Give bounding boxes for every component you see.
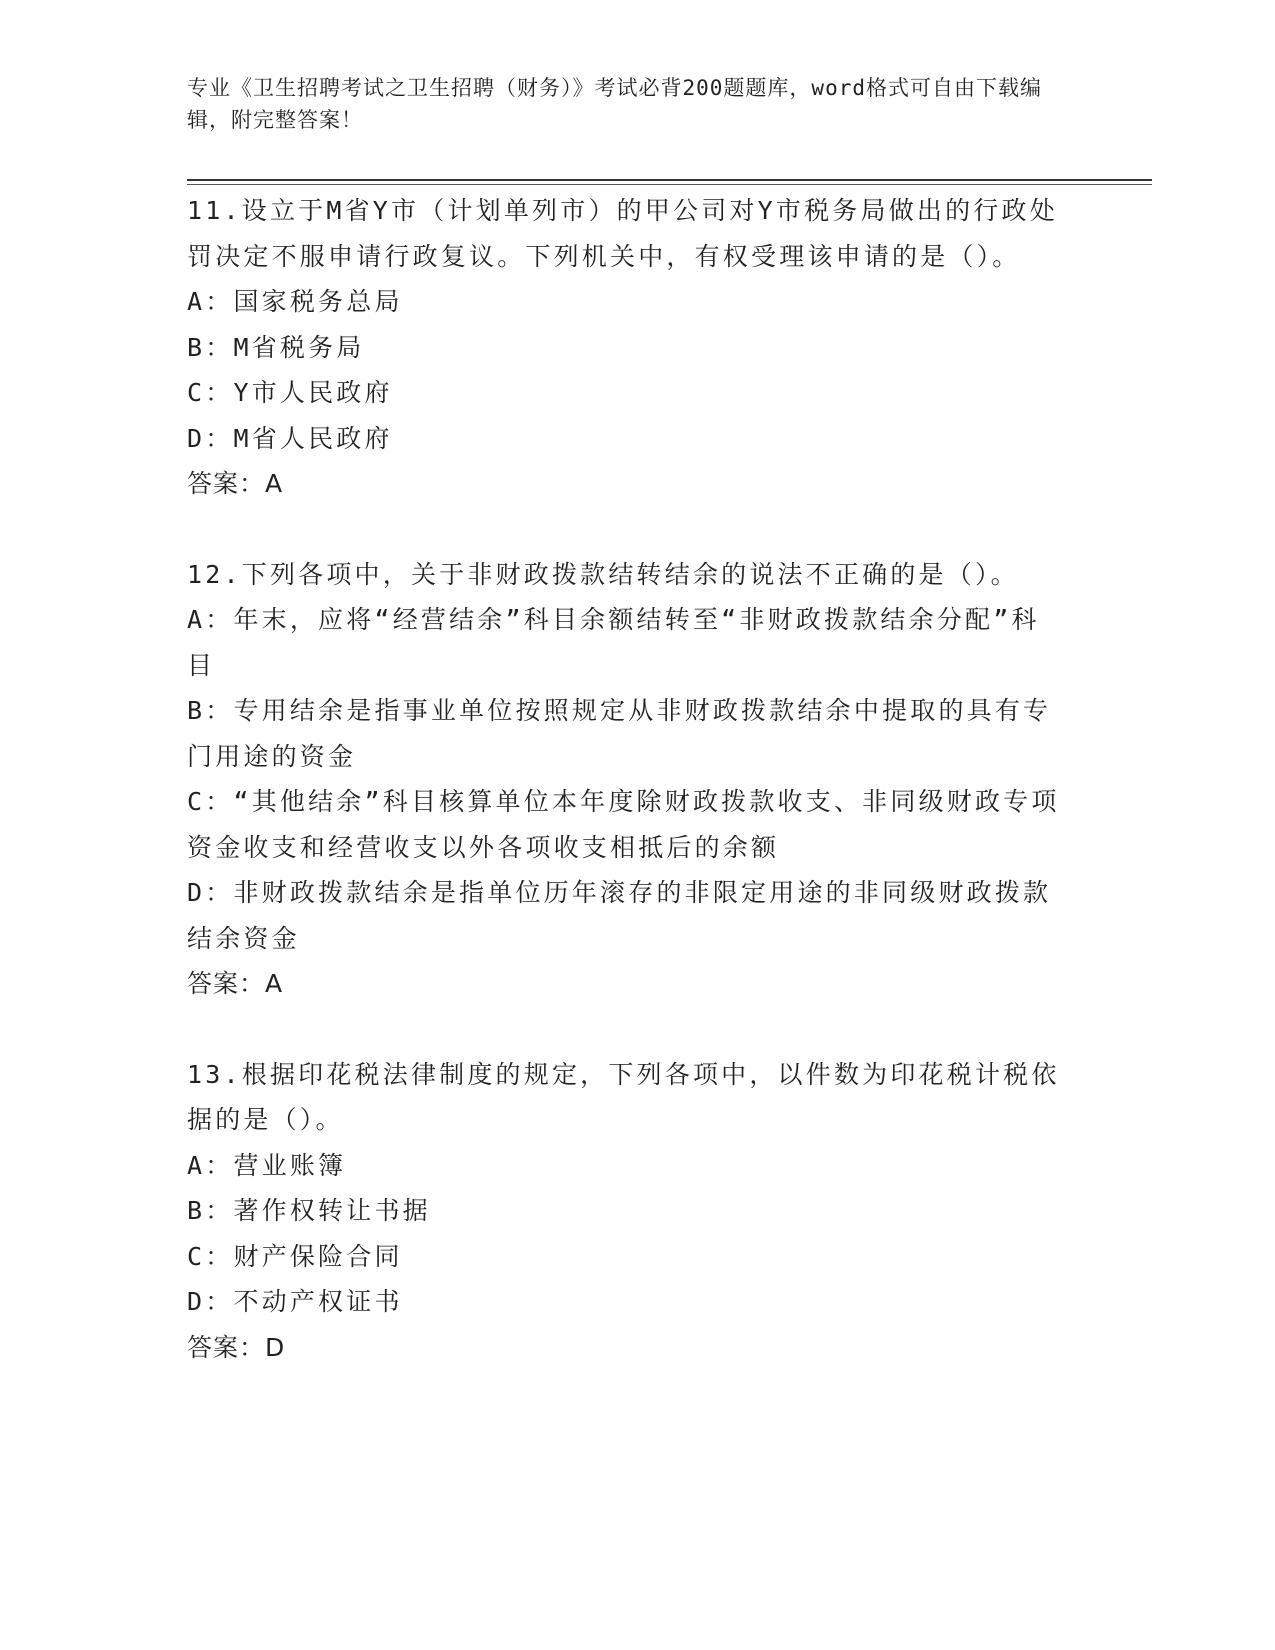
answer-label: 答案：A <box>187 969 284 998</box>
question-12 <box>187 552 1067 1007</box>
answer-label: 答案：A <box>187 469 284 498</box>
header-rule-thin <box>187 184 1152 185</box>
question-spacer <box>187 1007 1067 1052</box>
option-b: B：M省税务局 <box>187 332 365 362</box>
option-d: D：不动产权证书 <box>187 1287 403 1316</box>
question-13 <box>187 1052 1067 1371</box>
question-11 <box>187 188 1067 507</box>
option-c: C：财产保险合同 <box>187 1241 403 1271</box>
question-stem: 13.根据印花税法律制度的规定，下列各项中，以件数为印花税计税依据的是（）。 <box>187 1059 1060 1134</box>
option-a: A：年末，应将“经营结余”科目余额结转至“非财政拨款结余分配”科目 <box>187 605 1040 680</box>
option-b: B：专用结余是指事业单位按照规定从非财政拨款结余中提取的具有专门用途的资金 <box>187 696 1052 771</box>
option-a: A：国家税务总局 <box>187 287 403 316</box>
header-rule-thick <box>187 179 1152 181</box>
question-stem: 11.设立于M省Y市（计划单列市）的甲公司对Y市税务局做出的行政处罚决定不服申请行政复议。下列机关中，有权受理该申请的是（）。 <box>187 196 1058 271</box>
option-b: B：著作权转让书据 <box>187 1196 431 1225</box>
option-a: A：营业账簿 <box>187 1150 347 1180</box>
option-c: C：Y市人民政府 <box>187 378 393 407</box>
option-d: D：非财政拨款结余是指单位历年滚存的非限定用途的非同级财政拨款结余资金 <box>187 878 1052 953</box>
document-header: 专业《卫生招聘考试之卫生招聘（财务）》考试必背200题题库，word格式可自由下载编辑，附完整答案！ <box>187 76 1042 132</box>
answer-label: 答案：D <box>187 1332 286 1362</box>
option-d: D：M省人民政府 <box>187 423 393 453</box>
question-spacer <box>187 507 1067 552</box>
option-c: C：“其他结余”科目核算单位本年度除财政拨款收支、非同级财政专项资金收支和经营收支以外各项收支相抵后的余额 <box>187 787 1060 862</box>
question-stem: 12.下列各项中，关于非财政拨款结转结余的说法不正确的是（）。 <box>187 559 1019 589</box>
question-list <box>187 188 1067 1370</box>
